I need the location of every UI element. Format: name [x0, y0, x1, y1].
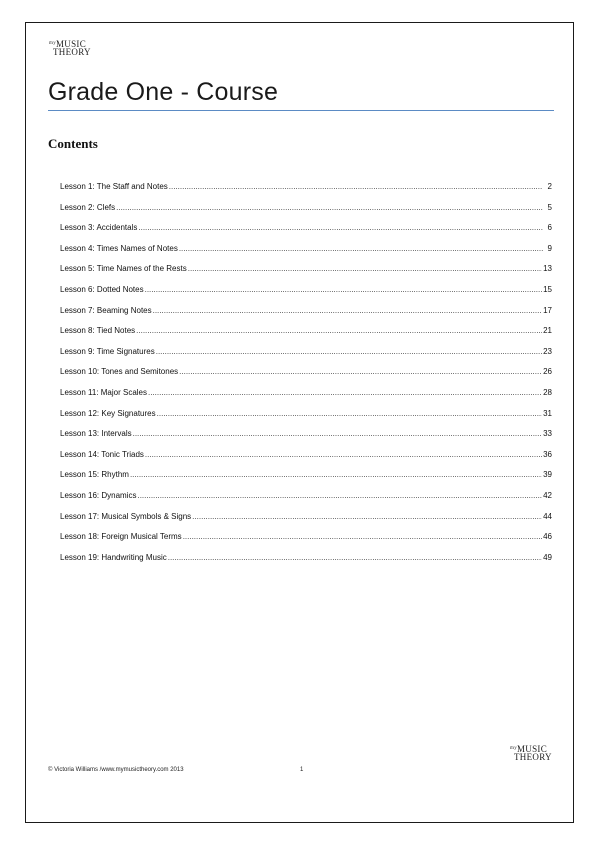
table-of-contents: [60, 182, 552, 573]
toc-entry[interactable]: [60, 244, 552, 265]
toc-entry-page: 15: [543, 284, 552, 294]
toc-entry-label: Lesson 11: Major Scales: [60, 387, 148, 397]
toc-entry-page: 9: [547, 243, 552, 253]
toc-entry-label: Lesson 5: Time Names of the Rests: [60, 264, 187, 274]
toc-entry[interactable]: [60, 491, 552, 512]
toc-leader-dots: [148, 388, 542, 397]
toc-entry-page: 5: [547, 202, 552, 212]
toc-entry[interactable]: [60, 512, 552, 533]
toc-entry-page: 17: [543, 305, 552, 315]
toc-entry[interactable]: [60, 264, 552, 285]
document-page: [25, 22, 574, 823]
toc-leader-dots: [116, 203, 543, 212]
toc-leader-dots: [168, 553, 542, 562]
toc-entry-page: 44: [543, 511, 552, 521]
toc-entry[interactable]: [60, 223, 552, 244]
toc-leader-dots: [130, 470, 542, 479]
toc-leader-dots: [179, 244, 543, 253]
toc-leader-dots: [136, 326, 542, 335]
logo-line-2: THEORY: [53, 47, 91, 57]
toc-entry-label: Lesson 9: Time Signatures: [60, 346, 155, 356]
toc-entry-page: 6: [547, 223, 552, 233]
logo-prefix: my: [49, 41, 56, 46]
toc-entry[interactable]: [60, 326, 552, 347]
toc-leader-dots: [153, 306, 542, 315]
toc-entry-label: Lesson 19: Handwriting Music: [60, 552, 167, 562]
toc-entry[interactable]: [60, 347, 552, 368]
music-theory-logo: [49, 40, 91, 56]
logo-line-1: MUSIC: [56, 39, 87, 49]
title-divider: [48, 110, 554, 111]
toc-entry-label: Lesson 17: Musical Symbols & Signs: [60, 511, 192, 521]
toc-entry-label: Lesson 8: Tied Notes: [60, 326, 136, 336]
toc-entry[interactable]: [60, 203, 552, 224]
toc-entry-label: Lesson 10: Tones and Semitones: [60, 367, 179, 377]
toc-leader-dots: [169, 182, 543, 191]
toc-entry-label: Lesson 2: Clefs: [60, 202, 116, 212]
toc-entry-label: Lesson 1: The Staff and Notes: [60, 182, 168, 191]
toc-entry[interactable]: [60, 532, 552, 553]
toc-leader-dots: [157, 409, 542, 418]
toc-entry-label: Lesson 7: Beaming Notes: [60, 305, 152, 315]
toc-entry-page: 49: [543, 552, 552, 562]
toc-leader-dots: [137, 491, 542, 500]
toc-entry-page: 26: [543, 367, 552, 377]
toc-leader-dots: [183, 532, 542, 541]
toc-entry[interactable]: [60, 367, 552, 388]
document-title: Grade One - Course: [48, 78, 279, 106]
toc-entry-page: 31: [543, 408, 552, 418]
toc-entry-page: 2: [547, 182, 552, 191]
toc-entry[interactable]: [60, 306, 552, 327]
toc-entry-page: 33: [543, 429, 552, 439]
toc-entry[interactable]: [60, 450, 552, 471]
toc-entry[interactable]: [60, 470, 552, 491]
logo-line-1: MUSIC: [517, 744, 548, 754]
toc-leader-dots: [145, 450, 542, 459]
toc-entry[interactable]: [60, 409, 552, 430]
toc-leader-dots: [179, 367, 542, 376]
toc-entry-label: Lesson 13: Intervals: [60, 429, 132, 439]
toc-leader-dots: [138, 223, 543, 232]
footer-copyright: © Victoria Williams /www.mymusictheory.com 2013: [48, 767, 184, 773]
toc-entry-label: Lesson 16: Dynamics: [60, 490, 137, 500]
toc-entry[interactable]: [60, 553, 552, 574]
toc-entry[interactable]: [60, 285, 552, 306]
toc-entry-label: Lesson 3: Accidentals: [60, 223, 138, 233]
footer-page-number: 1: [300, 767, 304, 773]
toc-entry-label: Lesson 4: Times Names of Notes: [60, 243, 178, 253]
toc-leader-dots: [133, 429, 542, 438]
toc-entry-page: 36: [543, 449, 552, 459]
toc-entry-page: 21: [543, 326, 552, 336]
toc-entry-page: 39: [543, 470, 552, 480]
toc-entry-page: 46: [543, 532, 552, 542]
music-theory-logo-footer: [510, 745, 552, 761]
toc-entry[interactable]: [60, 182, 552, 203]
toc-leader-dots: [145, 285, 542, 294]
toc-entry-label: Lesson 14: Tonic Triads: [60, 449, 144, 459]
toc-leader-dots: [156, 347, 542, 356]
toc-entry-label: Lesson 15: Rhythm: [60, 470, 129, 480]
toc-leader-dots: [192, 512, 542, 521]
logo-prefix: my: [510, 746, 517, 751]
toc-entry-label: Lesson 6: Dotted Notes: [60, 284, 144, 294]
toc-entry-page: 42: [543, 490, 552, 500]
toc-entry[interactable]: [60, 429, 552, 450]
toc-entry-label: Lesson 18: Foreign Musical Terms: [60, 532, 182, 542]
toc-entry-label: Lesson 12: Key Signatures: [60, 408, 156, 418]
toc-leader-dots: [188, 264, 542, 273]
toc-entry-page: 28: [543, 387, 552, 397]
logo-line-2: THEORY: [514, 752, 552, 762]
contents-heading: Contents: [48, 136, 98, 151]
toc-entry-page: 23: [543, 346, 552, 356]
toc-entry-page: 13: [543, 264, 552, 274]
toc-entry[interactable]: [60, 388, 552, 409]
